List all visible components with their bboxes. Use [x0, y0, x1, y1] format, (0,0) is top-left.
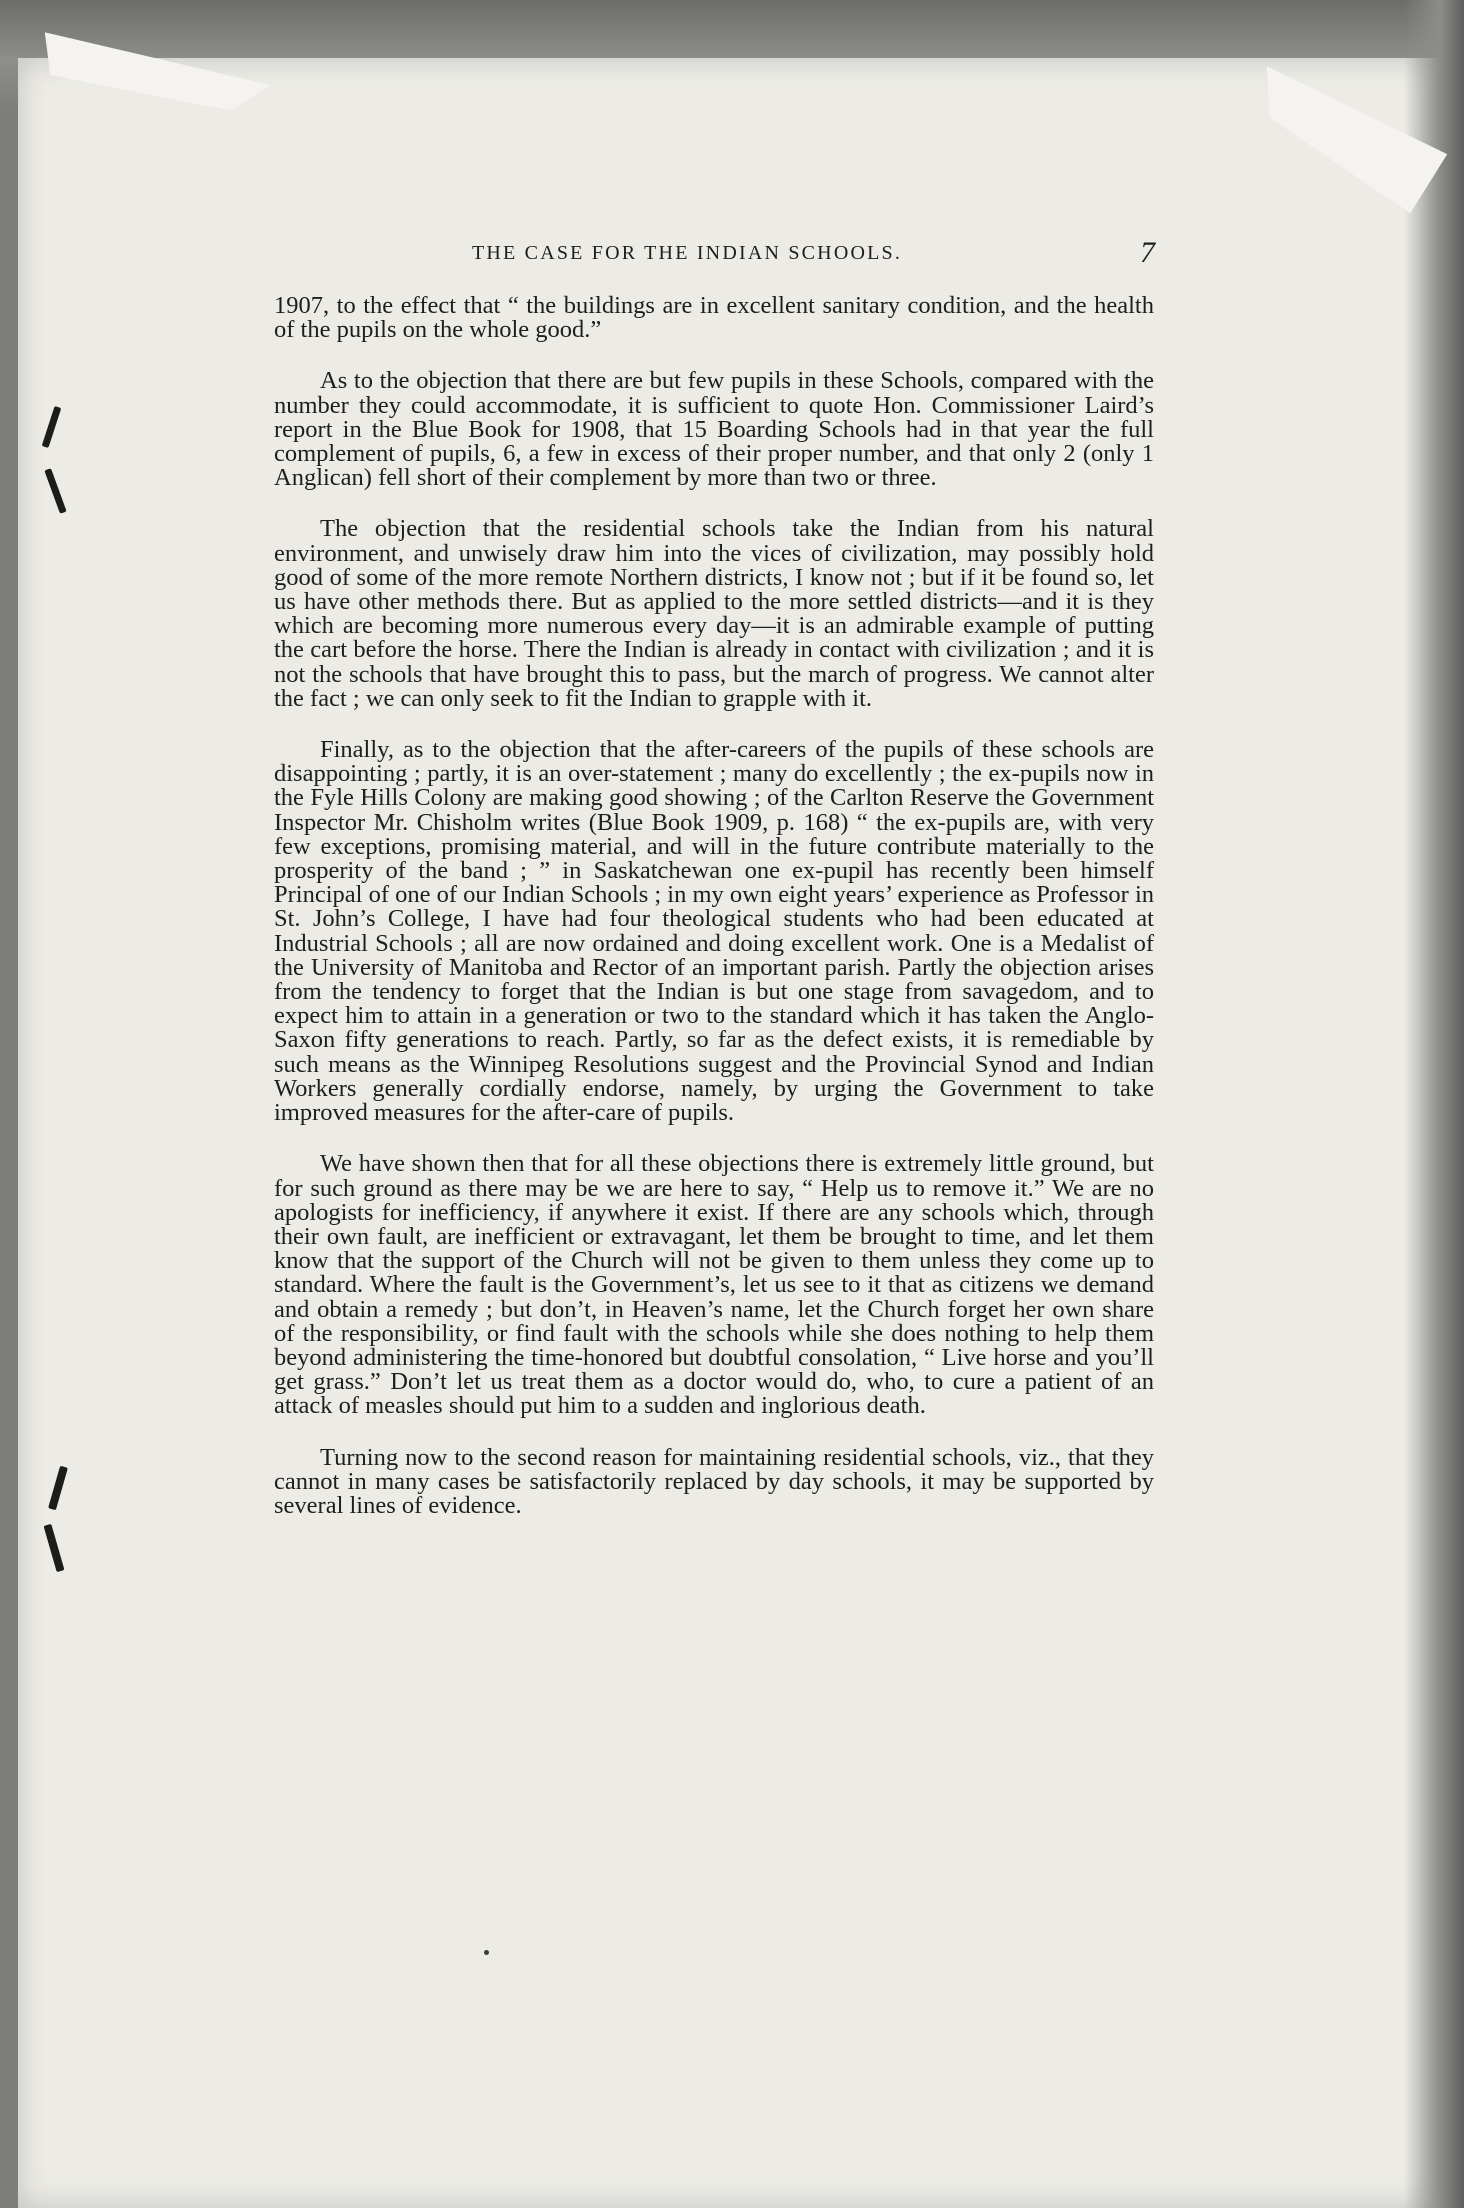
paragraph: As to the objection that there are but few pupils in these Schools, compared with the number they could accommodate, it is sufficient to quote Hon. Commissioner Laird’s report in the Blue Book for 1908, that 15 Boarding Schools had in that year the full complement of pupils, 6, a few in excess of their proper number, and that only 2 (only 1 Anglican) fell short of their complement by more than two or three.	[274, 367, 1154, 492]
paragraph: We have shown then that for all these objections there is extremely little ground, but for such ground as there may be we are here to say, “ Help us to remove it.” We are no apologists for inefficiency, if anywhere it exist. If there are any schools which, through their own fault, are inefficient or extravagant, let them be brought to time, and let them know that the support of the Church will not be given to them unless they come up to standard. Where the fault is the Government’s, let us see to it that as citizens we demand and obtain a remedy ; but don’t, in Heaven’s name, let the Church forget her own share of the responsibility, or find fault with the schools while she does nothing to help them beyond administering the time-honored but doubtful consolation, “ Live horse and you’ll get grass.” Don’t let us treat them as a doctor would do, who, to cure a patient of an attack of measles should put him to a sudden and inglorious death.	[274, 1150, 1154, 1420]
scan-right-edge	[1404, 0, 1464, 2208]
paragraph: 1907, to the effect that “ the buildings are in excellent sanitary condition, and the health of the pupils on the whole good.”	[274, 292, 1154, 344]
running-header: THE CASE FOR THE INDIAN SCHOOLS.	[472, 242, 903, 264]
paragraph: The objection that the residential schools take the Indian from his natural environment, and unwisely draw him into the vices of civilization, may possibly hold good of some of the more remote Northern districts, I know not ; but if it be found so, let us have other methods there. But as applied to the more settled districts—and it is they which are becoming more numerous every day—it is an admirable example of putting the cart before the horse. There the Indian is already in contact with civilization ; and it is not the schools that have brought this to pass, but the march of progress. We cannot alter the fact ; we can only seek to fit the Indian to grapple with it.	[274, 515, 1154, 712]
paragraph: Finally, as to the objection that the after-careers of the pupils of these schools are disappointing ; partly, it is an over-statement ; many do excellently ; the ex-pupils now in the Fyle Hills Colony are making good showing ; of the Carlton Reserve the Government Inspector Mr. Chisholm writes (Blue Book 1909, p. 168) “ the ex-pupils are, with very few exceptions, promising material, and will in the future contribute materially to the prosperity of the band ; ” in Saskatchewan one ex-pupil has recently been himself Principal of one of our Indian Schools ; in my own eight years’ experience as Professor in St. John’s College, I have had four theological students who had been educated at Industrial Schools ; all are now ordained and doing excellent work. One is a Medalist of the University of Manitoba and Rector of an important parish. Partly the objection arises from the tendency to forget that the Indian is but one stage from savagedom, and to expect him to attain in a generation or two to the standard which it has taken the Anglo-Saxon fifty generations to reach. Partly, so far as the defect exists, it is remediable by such means as the Winnipeg Resolutions suggest and the Provincial Synod and Indian Workers generally cordially endorse, namely, by urging the Government to take improved measures for the after-care of pupils.	[274, 736, 1154, 1127]
body-text	[274, 294, 1154, 1545]
page-number: 7	[1140, 236, 1155, 269]
ink-speck	[484, 1950, 489, 1955]
paragraph: Turning now to the second reason for maintaining residential schools, viz., that they cannot in many cases be satisfactorily replaced by day schools, it may be supported by several lines of evidence.	[274, 1443, 1154, 1519]
